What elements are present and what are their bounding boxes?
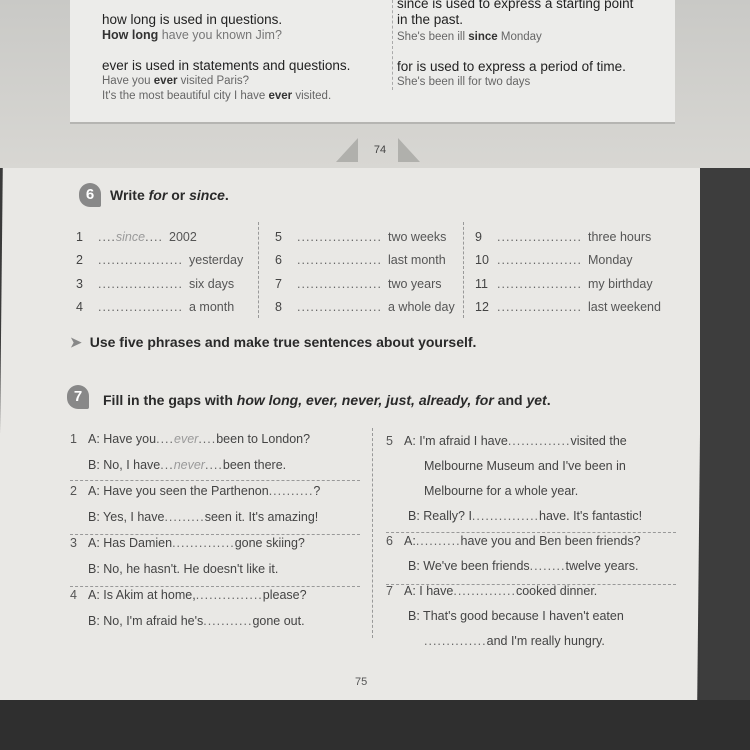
time-phrase: six days [189, 276, 235, 291]
answer-blank: ................... [497, 276, 582, 291]
item-number: 4 [70, 588, 77, 602]
answer-blank: .............. [453, 583, 516, 598]
exercise-6-item [76, 249, 243, 273]
exercise-6-column-2 [275, 225, 455, 319]
time-phrase: two weeks [388, 229, 447, 244]
dialogue-text: B: That's good because I haven't eaten [408, 608, 624, 623]
dialogue-text: B: No, he hasn't. He doesn't like it. [88, 562, 279, 576]
rule-for: for is used to express a period of time. [397, 59, 626, 74]
dialogue-line [386, 553, 642, 578]
item-number: 1 [70, 432, 77, 446]
exercise-6-item [76, 296, 243, 320]
answer-blank: ............... [471, 508, 540, 523]
dialogue-text: gone skiing? [234, 536, 305, 550]
dialogue-text: B: No, I'm afraid he's [88, 614, 204, 628]
item-number: 2 [76, 253, 83, 268]
item-number: 5 [386, 433, 393, 448]
answer-blank: .......... [268, 484, 314, 498]
dialogue-text: gone out. [252, 614, 305, 628]
row-divider [70, 480, 360, 481]
time-phrase: last month [388, 253, 446, 268]
example-how-long: How long have you known Jim? [102, 28, 282, 42]
example-ever-1: Have you ever visited Paris? [102, 75, 250, 87]
item-number: 3 [76, 276, 83, 291]
answer-blank: .... [204, 458, 223, 472]
grammar-left-column [102, 0, 387, 104]
dialogue-text: Melbourne for a whole year. [424, 483, 579, 498]
column-divider [258, 222, 259, 318]
exercise-6-extra-instruction: ➤ Use five phrases and make true sentences about yourself. [70, 334, 477, 350]
rule-ever: ever is used in statements and questions. [102, 58, 351, 73]
answer-blank: .............. [424, 633, 487, 648]
answer-blank: ......... [164, 510, 205, 524]
answer-blank: ................... [98, 276, 183, 291]
dialogue-text: have you and Ben been friends? [460, 533, 641, 548]
example-for: She's been ill for two days [397, 76, 531, 88]
dialogue-line [386, 578, 642, 603]
exercise-6-title: Write for or since. [110, 187, 229, 203]
handwritten-answer: ever [174, 432, 199, 446]
dialogue-line [386, 503, 642, 528]
row-divider [70, 534, 360, 535]
item-number: 7 [275, 276, 282, 291]
dialogue-text: have. It's fantastic! [539, 508, 643, 523]
answer-blank: ................... [98, 300, 183, 315]
item-number: 6 [386, 533, 393, 548]
example-since: She's been ill since Monday [397, 31, 542, 43]
answer-blank: .............. [507, 433, 571, 448]
page-shadow [0, 700, 750, 750]
dialogue-text: A: Have you seen the Parthenon [88, 484, 269, 498]
answer-blank: ................... [297, 229, 382, 244]
dialogue-line [70, 504, 320, 530]
answer-blank: ........ [529, 558, 566, 573]
dialogue-line [70, 556, 320, 582]
exercise-6-item [475, 272, 661, 296]
time-phrase: yesterday [189, 253, 244, 268]
answer-blank: ... [160, 458, 174, 472]
answer-blank: ................... [297, 253, 382, 268]
exercise-7-right-column [386, 428, 642, 653]
dialogue-text: visited the [570, 433, 627, 448]
dialogue-text: Melbourne Museum and I've been in [424, 458, 626, 473]
time-phrase: three hours [588, 229, 652, 244]
dialogue-text: B: We've been friends [408, 558, 530, 573]
answer-blank: ................... [497, 300, 582, 315]
previous-page [0, 0, 750, 168]
item-number: 3 [70, 536, 77, 550]
exercise-6-item [475, 249, 661, 273]
time-phrase: 2002 [169, 229, 197, 244]
dialogue-text: cooked dinner. [515, 583, 598, 598]
example-ever-2: It's the most beautiful city I have ever visited. [102, 90, 332, 102]
dialogue-line [70, 478, 320, 504]
dialogue-line [386, 478, 642, 503]
exercise-6-item [475, 296, 661, 320]
dialogue-text: been to London? [216, 432, 311, 446]
item-number: 4 [76, 300, 83, 315]
dialogue-line [386, 603, 642, 628]
answer-blank: ................... [297, 300, 382, 315]
grammar-right-column [392, 0, 672, 90]
arrow-icon: ➤ [70, 334, 82, 350]
dialogue-text: A: Have you [88, 432, 157, 446]
answer-blank: ............... [195, 588, 263, 602]
row-divider [386, 584, 676, 585]
column-divider [463, 222, 464, 318]
dialogue-line [70, 452, 320, 478]
exercise-7-badge: 7 [67, 385, 89, 409]
dialogue-text: twelve years. [565, 558, 639, 573]
dialogue-text: seen it. It's amazing! [204, 510, 319, 524]
item-number: 5 [275, 229, 282, 244]
exercise-6-column-3 [475, 225, 661, 319]
dialogue-line [70, 426, 320, 452]
time-phrase: last weekend [588, 300, 661, 315]
answer-blank: .... [198, 432, 217, 446]
time-phrase: two years [388, 276, 442, 291]
dialogue-text: please? [262, 588, 307, 602]
exercise-6-item [475, 225, 661, 249]
answer-blank: ................... [297, 276, 382, 291]
handwritten-answer: never [173, 458, 205, 472]
dialogue-text: B: Yes, I have [88, 510, 165, 524]
answer-blank: .... [156, 432, 174, 446]
dialogue-text: ? [313, 484, 321, 498]
dialogue-text: B: Really? I [408, 508, 472, 523]
exercise-7-left-column [70, 426, 320, 634]
time-phrase: a whole day [388, 300, 455, 315]
item-number: 6 [275, 253, 282, 268]
exercise-6-item [275, 225, 455, 249]
answer-blank: .... [145, 229, 163, 244]
column-divider [372, 428, 373, 638]
grammar-box [70, 0, 675, 124]
dialogue-text: A: I'm afraid I have [404, 433, 508, 448]
row-divider [70, 586, 360, 587]
item-number: 10 [475, 253, 489, 268]
dialogue-text: been there. [222, 458, 287, 472]
exercise-7-title: Fill in the gaps with how long, ever, never, just, already, for and yet. [103, 392, 551, 408]
exercise-6-item [76, 272, 243, 296]
dialogue-line [70, 608, 320, 634]
page-shadow [700, 168, 750, 750]
item-number: 2 [70, 484, 77, 498]
handwritten-answer: since [115, 229, 146, 244]
time-phrase: a month [189, 300, 235, 315]
answer-blank: .... [98, 229, 116, 244]
item-number: 7 [386, 583, 393, 598]
dialogue-line [386, 628, 642, 653]
dialogue-text: B: No, I have [88, 458, 161, 472]
exercise-6-item [76, 225, 243, 249]
page-number: 74 [373, 144, 387, 156]
dialogue-text: A: Is Akim at home, [88, 588, 196, 602]
exercise-6-column-1 [76, 225, 243, 319]
exercise-6-item [275, 249, 455, 273]
answer-blank: ........... [203, 614, 253, 628]
dialogue-line [386, 428, 642, 453]
dialogue-text: A: [404, 533, 416, 548]
exercise-6-item [275, 296, 455, 320]
item-number: 11 [475, 276, 488, 291]
item-number: 1 [76, 229, 83, 244]
rule-since-b: in the past. [397, 12, 464, 27]
item-number: 9 [475, 229, 482, 244]
rule-since-a: since is used to express a starting point [397, 0, 634, 11]
rule-how-long: how long is used in questions. [102, 12, 283, 27]
answer-blank: .............. [172, 536, 235, 550]
dialogue-line [386, 453, 642, 478]
dialogue-text: and I'm really hungry. [486, 633, 605, 648]
answer-blank: ................... [497, 229, 582, 244]
answer-blank: ................... [98, 253, 183, 268]
exercise-6-badge: 6 [79, 183, 101, 207]
item-number: 12 [475, 300, 489, 315]
exercise-6-item [275, 272, 455, 296]
row-divider [386, 532, 676, 533]
dialogue-text: A: I have [404, 583, 454, 598]
item-number: 8 [275, 300, 282, 315]
dialogue-text: A: Has Damien [88, 536, 173, 550]
time-phrase: Monday [588, 253, 633, 268]
page-number: 75 [355, 676, 368, 688]
time-phrase: my birthday [588, 276, 653, 291]
answer-blank: ................... [497, 253, 582, 268]
answer-blank: .......... [415, 533, 461, 548]
